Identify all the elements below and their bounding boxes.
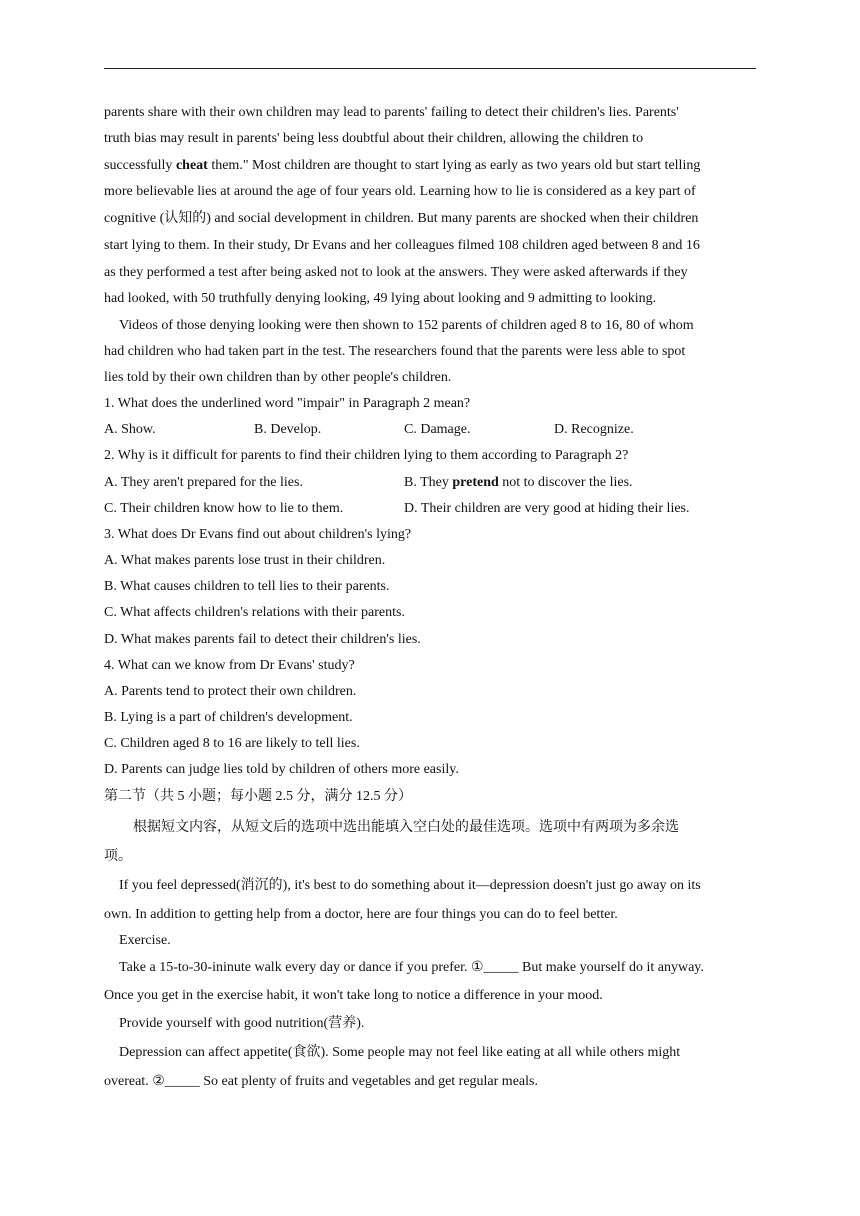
- question-4-stem: 4. What can we know from Dr Evans' study?: [104, 658, 355, 673]
- subheading-nutrition: Provide yourself with good nutrition(营养).: [119, 1016, 365, 1031]
- section-2-heading: 第二节（共 5 小题；每小题 2.5 分，满分 12.5 分）: [104, 789, 412, 804]
- q2-option-a: A. They aren't prepared for the lies.: [104, 475, 303, 490]
- passage-line: start lying to them. In their study, Dr Evans and her colleagues filmed 108 children aged between 8 and 16: [104, 238, 700, 253]
- q4-option-d: D. Parents can judge lies told by children of others more easily.: [104, 762, 459, 777]
- q3-option-c: C. What affects children's relations with their parents.: [104, 605, 405, 620]
- text-run: successfully: [104, 158, 176, 173]
- passage-line: If you feel depressed(消沉的), it's best to do something about it—depression doesn't just go away on its: [119, 878, 701, 893]
- q1-option-b: B. Develop.: [254, 422, 322, 437]
- passage-line: [104, 157, 700, 175]
- question-3-stem: 3. What does Dr Evans find out about children's lying?: [104, 527, 412, 542]
- q2-option-c: C. Their children know how to lie to them.: [104, 501, 344, 516]
- q3-option-b: B. What causes children to tell lies to their parents.: [104, 579, 390, 594]
- passage-line: Take a 15-to-30-ininute walk every day or dance if you prefer. ①_____ But make yourself do it anyway.: [119, 960, 704, 975]
- subheading-exercise: Exercise.: [119, 933, 171, 948]
- passage-line: had looked, with 50 truthfully denying looking, 49 lying about looking and 9 admitting to looking.: [104, 291, 657, 306]
- q4-option-b: B. Lying is a part of children's development.: [104, 710, 353, 725]
- text-run: not to discover the lies.: [498, 475, 633, 490]
- q4-option-c: C. Children aged 8 to 16 are likely to tell lies.: [104, 736, 360, 751]
- q2-option-b: [404, 474, 633, 492]
- passage-line: own. In addition to getting help from a doctor, here are four things you can do to feel better.: [104, 907, 618, 922]
- q3-option-d: D. What makes parents fail to detect their children's lies.: [104, 632, 421, 647]
- passage-line: parents share with their own children may lead to parents' failing to detect their children's lies. Parents': [104, 105, 679, 120]
- q1-option-c: C. Damage.: [404, 422, 471, 437]
- passage-line: Once you get in the exercise habit, it won't take long to notice a difference in your mood.: [104, 988, 603, 1003]
- bold-word-pretend: pretend: [452, 475, 499, 490]
- section-2-instructions: 项。: [104, 849, 132, 864]
- passage-line: Videos of those denying looking were then shown to 152 parents of children aged 8 to 16, 80 of whom: [119, 318, 694, 333]
- q3-option-a: A. What makes parents lose trust in their children.: [104, 553, 386, 568]
- q1-option-a: A. Show.: [104, 422, 156, 437]
- passage-line: lies told by their own children than by other people's children.: [104, 370, 452, 385]
- header-rule: [104, 68, 756, 69]
- bold-word-cheat: cheat: [175, 158, 208, 173]
- passage-line: overeat. ②_____ So eat plenty of fruits and vegetables and get regular meals.: [104, 1074, 538, 1089]
- question-2-stem: 2. Why is it difficult for parents to find their children lying to them according to Paragraph 2?: [104, 448, 629, 463]
- q2-option-d: D. Their children are very good at hiding their lies.: [404, 501, 690, 516]
- passage-line: Depression can affect appetite(食欲). Some people may not feel like eating at all while others might: [119, 1045, 681, 1060]
- question-1-stem: 1. What does the underlined word "impair" in Paragraph 2 mean?: [104, 396, 471, 411]
- text-run: them." Most children are thought to start lying as early as two years old but start telling: [207, 158, 701, 173]
- q1-option-d: D. Recognize.: [554, 422, 634, 437]
- text-run: B. They: [404, 475, 453, 490]
- passage-line: cognitive (认知的) and social development in children. But many parents are shocked when their children: [104, 211, 699, 226]
- q4-option-a: A. Parents tend to protect their own children.: [104, 684, 357, 699]
- passage-line: truth bias may result in parents' being less doubtful about their children, allowing the children to: [104, 131, 644, 146]
- section-2-instructions: 根据短文内容，从短文后的选项中选出能填入空白处的最佳选项。选项中有两项为多余选: [133, 820, 679, 835]
- passage-line: had children who had taken part in the test. The researchers found that the parents were less able to spot: [104, 344, 686, 359]
- passage-line: as they performed a test after being asked not to look at the answers. They were asked afterwards if they: [104, 265, 688, 280]
- passage-line: more believable lies at around the age of four years old. Learning how to lie is considered as a key part of: [104, 184, 696, 199]
